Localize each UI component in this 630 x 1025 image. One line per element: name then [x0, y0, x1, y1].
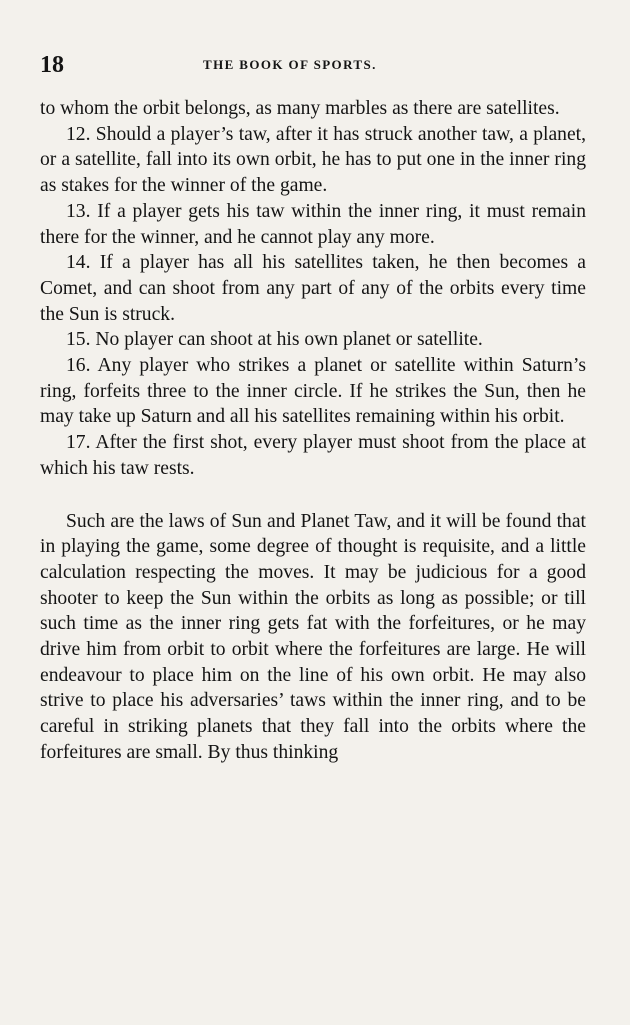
rule-12: 12. Should a player’s taw, after it has struck another taw, a planet, or a satellite, fall into its own orbit, he has to put one in the inner ring as stakes for the winner of the game.: [40, 123, 586, 197]
paragraph-continuation: to whom the orbit belongs, as many marbles as there are satellites.: [40, 98, 560, 119]
body-text: [40, 96, 586, 766]
rule-15: 15. No player can shoot at his own planet or satellite.: [66, 329, 483, 351]
rule-13: 13. If a player gets his taw within the inner ring, it must remain there for the winner, and he cannot play any more.: [40, 200, 586, 248]
closing-paragraph: Such are the laws of Sun and Planet Taw, and it will be found that in playing the game, some degree of thought is requisite, and a little calculation respecting the moves. It may be judicious for a good shooter to keep the Sun within the orbits as long as possible; or till such time as the inner ring gets fat with the forfeitures, or he may drive him from orbit to orbit where the forfeitures are large. He will endeavour to place him on the line of his own orbit. He may also strive to place his adversaries’ taws within the inner ring, and to be careful in striking planets that they fall into the orbits where the forfeitures are small. By thus thinking: [40, 510, 586, 763]
rule-16: 16. Any player who strikes a planet or satellite within Saturn’s ring, forfeits three to the inner circle. If he strikes the Sun, then he may take up Saturn and all his satellites remaining within his orbit.: [40, 355, 586, 428]
page-header: [40, 50, 586, 80]
rule-17: 17. After the first shot, every player must shoot from the place at which his taw rests.: [40, 432, 586, 479]
rule-14: 14. If a player has all his satellites taken, he then becomes a Comet, and can shoot from any part of any of the orbits every time the Sun is struck.: [40, 252, 586, 325]
running-head: THE BOOK OF SPORTS.: [203, 57, 377, 72]
page-number: 18: [40, 52, 64, 78]
